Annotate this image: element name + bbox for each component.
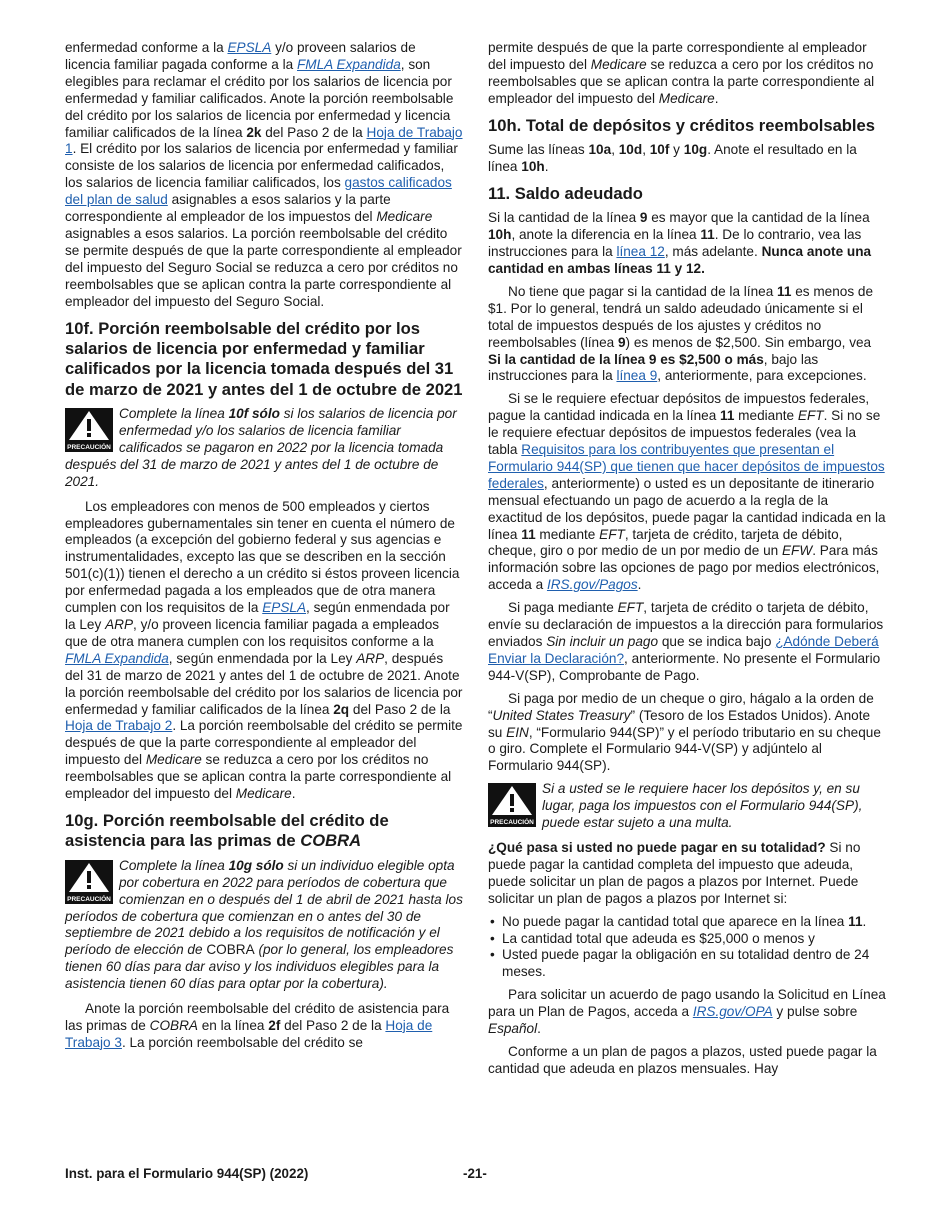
link-gastos-plan-salud[interactable]: gastos calificados del plan de salud: [65, 175, 452, 208]
link-linea-12[interactable]: línea 12: [616, 244, 665, 260]
link-epsla[interactable]: EPSLA: [227, 40, 272, 55]
caution-10f: PRECAUCIÓN Complete la línea 10f sólo si los salarios de licencia por enfermedad y/o los salarios de licencia familiar calificados se pagaron en 2022 por la licencia tomada después del 31 de marzo de 2021 y antes del 1 de octubre de 2021.: [65, 406, 457, 489]
paragraph-no-pay: No tiene que pagar si la cantidad de la línea 11 es menos de $1. Por lo general, tendrá un saldo adeudado únicamente si el total de impuestos después de los ajustes y créditos no reembolsables (línea 9) es menos de $2,500. Sin embargo, vea Si la cantidad de la línea 9 es $2,500 o más, bajo las instrucciones para la línea 9, anteriormente, para excepciones.: [488, 283, 874, 384]
heading-11: 11. Saldo adeudado: [488, 183, 643, 203]
list-item: • Usted puede pagar la obligación en su totalidad dentro de 24 meses.: [488, 947, 886, 981]
paragraph-opa: Para solicitar un acuerdo de pago usando la Solicitud en Línea para un Plan de Pagos, acceda a IRS.gov/OPA y pulse sobre Español.: [488, 987, 886, 1037]
link-hoja-trabajo-1[interactable]: Hoja de Trabajo 1: [65, 124, 463, 157]
paragraph-no-puede-pagar: ¿Qué pasa si usted no puede pagar en su totalidad? Si no puede pagar la cantidad completa del impuesto que adeuda, puede solicitar un plan de pagos a plazos por Internet. Puede solicitar un plan de pagos a plazos por Internet si:: [488, 839, 861, 906]
svg-text:PRECAUCIÓN: PRECAUCIÓN: [67, 444, 111, 452]
list-item: • No puede pagar la cantidad total que aparece en la línea 11.: [488, 914, 886, 931]
link-hoja-trabajo-2[interactable]: Hoja de Trabajo 2: [65, 718, 173, 734]
link-adonde-enviar[interactable]: ¿Adónde Deberá Enviar la Declaración?: [488, 634, 879, 666]
link-hoja-trabajo-3[interactable]: Hoja de Trabajo 3: [65, 1017, 433, 1050]
heading-10g: 10g. Porción reembolsable del crédito de asistencia para las primas de COBRA: [65, 810, 389, 851]
link-fmla-expandida[interactable]: FMLA Expandida: [296, 56, 401, 72]
paragraph-medicare-cont: permite después de que la parte correspondiente al empleador del impuesto del Medicare se reduzca a cero por los créditos no reembolsables que se aplican contra la parte correspondiente al empleador del impuesto del Medicare.: [488, 40, 875, 106]
paragraph-employers: Los empleadores con menos de 500 empleados y ciertos empleadores gubernamentales sin tener en cuenta el número de empleados (a excepción del gobierno federal y sus agencias e instrumentalidades, excepto las que se describen en la sección 501(c)(1)) tienen el derecho a un crédito si éstos proveen licencia por enfermedad pagada a los empleados que de otra manera cumplen con los requisitos de la EPSLA, según enmendada por la Ley ARP, y/o proveen licencia familiar pagada a empleados que de otra manera cumplen con los requisitos conforme a la FMLA Expandida, según enmendada por la Ley ARP, después del 31 de marzo de 2021 y antes del 1 de octubre de 2021. Anote la porción reembolsable del crédito por los salarios de licencia por enfermedad y familiar calificados de la línea 2q del Paso 2 de la Hoja de Trabajo 2. La porción reembolsable del crédito se permite después de que la parte correspondiente al empleador del impuesto del Medicare se reduzca a cero por los créditos no reembolsables que se aplican contra la parte correspondiente al empleador del impuesto del Medicare.: [65, 498, 463, 802]
right-column: [488, 40, 886, 1084]
link-linea-9[interactable]: línea 9: [616, 368, 658, 384]
paragraph-11-intro: Si la cantidad de la línea 9 es mayor que la cantidad de la línea 10h, anote la diferencia en la línea 11. De lo contrario, vea las instrucciones para la línea 12, más adelante. Nunca anote una cantidad en ambas líneas 11 y 12.: [488, 210, 872, 276]
paragraph-plan-plazos: Conforme a un plan de pagos a plazos, usted puede pagar la cantidad que adeuda en plazos mensuales. Hay: [488, 1043, 877, 1076]
paragraph-cheque: Si paga por medio de un cheque o giro, hágalo a la orden de “United States Treasury” (Tesoro de los Estados Unidos). Anote su EIN, “Formulario 944(SP)” y el período tributario en su cheque o giro. Complete el Formulario 944-V(SP) y adjúntelo al Formulario 944(SP).: [488, 690, 881, 774]
left-column: [65, 40, 463, 1058]
heading-10h: 10h. Total de depósitos y créditos reembolsables: [488, 115, 875, 135]
paragraph-cobra: Anote la porción reembolsable del crédito de asistencia para las primas de COBRA en la línea 2f del Paso 2 de la Hoja de Trabajo 3. La porción reembolsable del crédito se: [65, 1001, 450, 1050]
svg-text:PRECAUCIÓN: PRECAUCIÓN: [490, 819, 534, 827]
link-requisitos-depositos[interactable]: Requisitos para los contribuyentes que presentan el Formulario 944(SP) que tienen que hacer depósitos de impuestos federales: [488, 442, 885, 491]
link-fmla-expandida-2[interactable]: FMLA Expandida: [65, 650, 169, 666]
link-irs-pagos[interactable]: IRS.gov/Pagos: [546, 577, 638, 593]
link-irs-opa[interactable]: IRS.gov/OPA: [692, 1004, 773, 1020]
svg-text:PRECAUCIÓN: PRECAUCIÓN: [67, 895, 111, 903]
link-epsla-2[interactable]: EPSLA: [262, 600, 307, 616]
caution-icon: [65, 408, 113, 452]
caution-icon: [488, 783, 536, 827]
page-footer: [65, 1166, 885, 1181]
caution-icon: [65, 860, 113, 904]
paragraph-epsla-intro: enfermedad conforme a la EPSLA y/o proveen salarios de licencia familiar pagada conforme a la FMLA Expandida, son elegibles para reclamar el crédito por los salarios de licencia por enfermedad y familiar calificados. Anote la porción reembolsable del crédito por los salarios de licencia por enfermedad y licencia familiar calificados de la línea 2k del Paso 2 de la Hoja de Trabajo 1. El crédito por los salarios de licencia por enfermedad y familiar consiste de los salarios de licencia por enfermedad calificados, los salarios de licencia familiar calificados, los gastos calificados del plan de salud asignables a esos salarios y la parte correspondiente al empleador de los impuestos del Medicare asignables a esos salarios. La porción reembolsable del crédito se permite después de que la parte correspondiente al empleador del impuesto del Seguro Social se reduzca a cero por créditos no reembolsables que se aplican contra la parte correspondiente al empleador del impuesto del Seguro Social.: [65, 40, 463, 309]
page-number: -21-: [463, 1166, 487, 1181]
caution-10g: PRECAUCIÓN Complete la línea 10g sólo si un individuo elegible opta por cobertura en 2022 para períodos de cobertura que comienzan en o después del 1 de abril de 2021 hasta los períodos de cobertura que comienzan en o antes del 30 de septiembre de 2021 debido a los requisitos de notificación y el período de elección de COBRA (por lo general, los empleadores tienen 60 días para dar aviso y los individuos elegibles para la asistencia tienen 60 días para optar por la cobertura).: [65, 857, 463, 992]
caution-multa: PRECAUCIÓN Si a usted se le requiere hacer los depósitos y, en su lugar, paga los impuestos con el Formulario 944(SP), puede estar sujeto a una multa.: [488, 781, 886, 832]
paragraph-eft: Si paga mediante EFT, tarjeta de crédito o tarjeta de débito, envíe su declaración de impuestos a la dirección para formularios enviados Sin incluir un pago que se indica bajo ¿Adónde Deberá Enviar la Declaración?, anteriormente. No presente el Formulario 944-V(SP), Comprobante de Pago.: [488, 600, 884, 683]
paragraph-10h: Sume las líneas 10a, 10d, 10f y 10g. Anote el resultado en la línea 10h.: [488, 142, 857, 174]
list-conditions: [488, 914, 886, 982]
list-item: • La cantidad total que adeuda es $25,000 o menos y: [488, 931, 886, 948]
footer-title: Inst. para el Formulario 944(SP) (2022): [65, 1166, 309, 1181]
heading-10f: 10f. Porción reembolsable del crédito por los salarios de licencia por enfermedad y familiar calificados por la licencia tomada después del 31 de marzo de 2021 y antes del 1 de octubre de 2021: [65, 318, 463, 399]
paragraph-deposits: Si se le requiere efectuar depósitos de impuestos federales, pague la cantidad indicada en la línea 11 mediante EFT. Si no se le requiere efectuar depósitos de impuestos federales (vea la tabla Requisitos para los contribuyentes que presentan el Formulario 944(SP) que tienen que hacer depósitos de impuestos federales, anteriormente) o usted es un depositante de itinerario mensual efectuando un pago de acuerdo a la regla de la exactitud de los depósitos, puede pagar la cantidad indicada en la línea 11 mediante EFT, tarjeta de crédito, tarjeta de débito, cheque, giro o por medio de un por medio de un EFW. Para más información sobre las opciones de pago por medios electrónicos, acceda a IRS.gov/Pagos.: [488, 391, 886, 593]
